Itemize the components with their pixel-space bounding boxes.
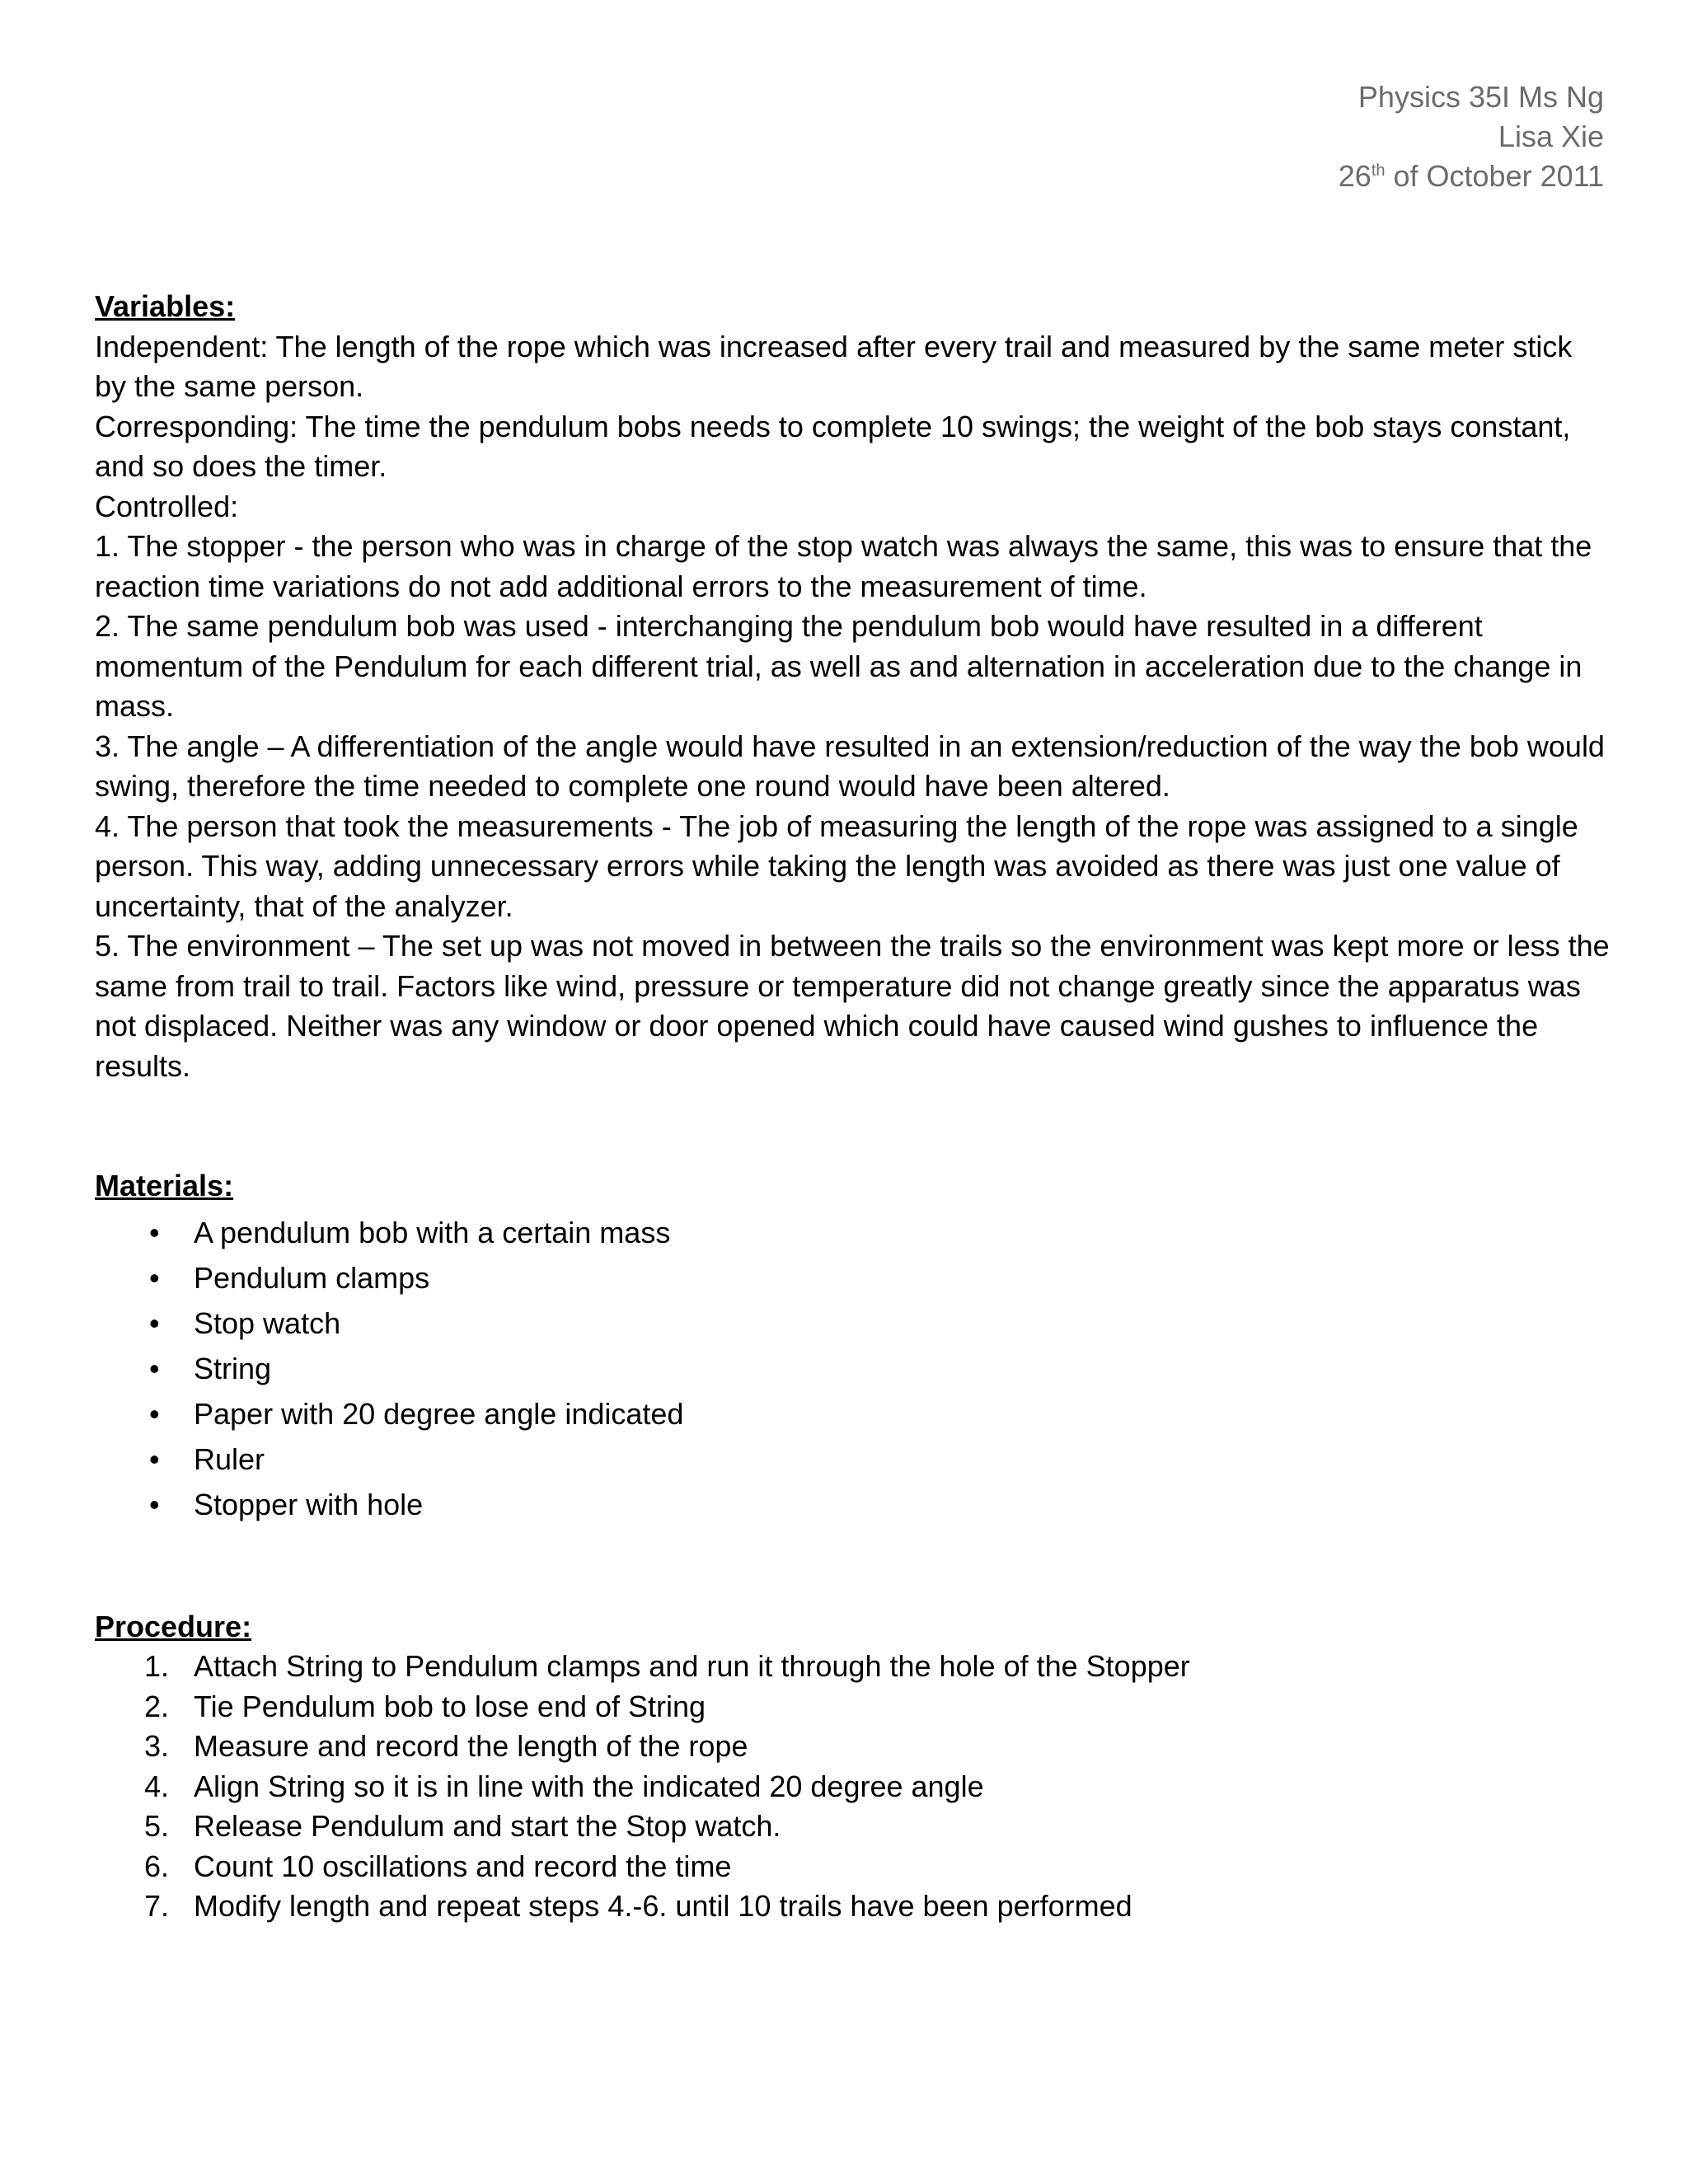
date-line [1339,157,1604,196]
list-item [95,1301,1611,1346]
materials-list [95,1210,1611,1527]
controlled-item: 4. The person that took the measurements - The job of measuring the length of the rope was assigned to a single person. This way, adding unnecessary errors while taking the length was avoided as there was just one value of uncertainty, that of the analyzer. [95,808,1578,923]
date-rest: of October 2011 [1385,159,1604,193]
corresponding-variable: Corresponding: The time the pendulum bobs needs to complete 10 swings; the weight of the bob stays constant, and so does the timer. [95,409,1571,483]
controlled-item: 2. The same pendulum bob was used - interchanging the pendulum bob would have resulted in a different momentum of the Pendulum for each different trial, as well as and alternation in acceleration due to the change in mass. [95,609,1582,723]
list-item-text: String [194,1351,272,1385]
procedure-step [95,1687,1611,1727]
step-number: 3. [144,1729,170,1763]
list-item [95,1346,1611,1391]
list-item [95,1436,1611,1482]
spacer [95,1527,1611,1607]
step-text: Release Pendulum and start the Stop watch. [194,1809,781,1843]
list-item [95,1255,1611,1301]
bullet-icon: • [149,1260,160,1295]
bullet-icon: • [149,1351,160,1385]
course-line: Physics 35I Ms Ng [1357,80,1604,114]
controlled-item: 1. The stopper - the person who was in charge of the stop watch was always the same, this was to ensure that the reaction time variations do not add additional errors to the measurement of time. [95,529,1592,603]
procedure-step [95,1647,1611,1687]
variables-heading: Variables: [95,289,236,323]
list-item-text: Ruler [194,1441,265,1476]
materials-heading: Materials: [95,1169,234,1202]
list-item [95,1391,1611,1436]
document-header [1339,77,1604,196]
list-item [95,1210,1611,1255]
list-item-text: Stop watch [194,1305,341,1340]
step-number: 2. [144,1689,170,1723]
step-number: 4. [144,1769,170,1803]
step-number: 6. [144,1849,170,1883]
controlled-item: 5. The environment – The set up was not moved in between the trails so the environment was kept more or less the same from trail to trail. Factors like wind, pressure or temperature did not change greatly since the apparatus was not displaced. Neither was any window or door opened which could have caused wind gushes to influence the results. [95,929,1610,1083]
step-number: 1. [144,1649,170,1683]
independent-variable: Independent: The length of the rope which was increased after every trail and measured by the same meter stick by the same person. [95,329,1573,403]
spacer [95,1086,1611,1166]
procedure-step [95,1807,1611,1847]
procedure-step [95,1727,1611,1767]
step-text: Count 10 oscillations and record the time [194,1849,732,1883]
date-day: 26 [1338,159,1372,193]
procedure-heading: Procedure: [95,1609,252,1643]
bullet-icon: • [149,1215,160,1249]
procedure-list [95,1647,1611,1927]
procedure-section [95,1607,1611,1927]
list-item-text: Pendulum clamps [194,1260,430,1295]
step-text: Attach String to Pendulum clamps and run it through the hole of the Stopper [194,1649,1190,1683]
bullet-icon: • [149,1305,160,1340]
step-text: Measure and record the length of the rope [194,1729,748,1763]
list-item-text: Stopper with hole [194,1487,424,1521]
step-text: Align String so it is in line with the indicated 20 degree angle [194,1769,984,1803]
bullet-icon: • [149,1396,160,1431]
procedure-step [95,1886,1611,1927]
student-name: Lisa Xie [1498,120,1604,153]
list-item-text: A pendulum bob with a certain mass [194,1215,671,1249]
step-number: 5. [144,1809,170,1843]
controlled-item: 3. The angle – A differentiation of the angle would have resulted in an extension/reduction of the way the bob would swing, therefore the time needed to complete one round would have been altered. [95,729,1605,803]
list-item-text: Paper with 20 degree angle indicated [194,1396,684,1431]
step-text: Modify length and repeat steps 4.-6. until 10 trails have been performed [194,1889,1132,1923]
list-item [95,1482,1611,1527]
bullet-icon: • [149,1487,160,1521]
bullet-icon: • [149,1441,160,1476]
variables-section [95,287,1611,1086]
controlled-label: Controlled: [95,489,239,523]
document-body [95,287,1611,1927]
materials-section [95,1166,1611,1527]
step-text: Tie Pendulum bob to lose end of String [194,1689,706,1723]
procedure-step [95,1767,1611,1807]
step-number: 7. [144,1889,170,1923]
procedure-step [95,1847,1611,1887]
date-suffix: th [1371,162,1386,180]
